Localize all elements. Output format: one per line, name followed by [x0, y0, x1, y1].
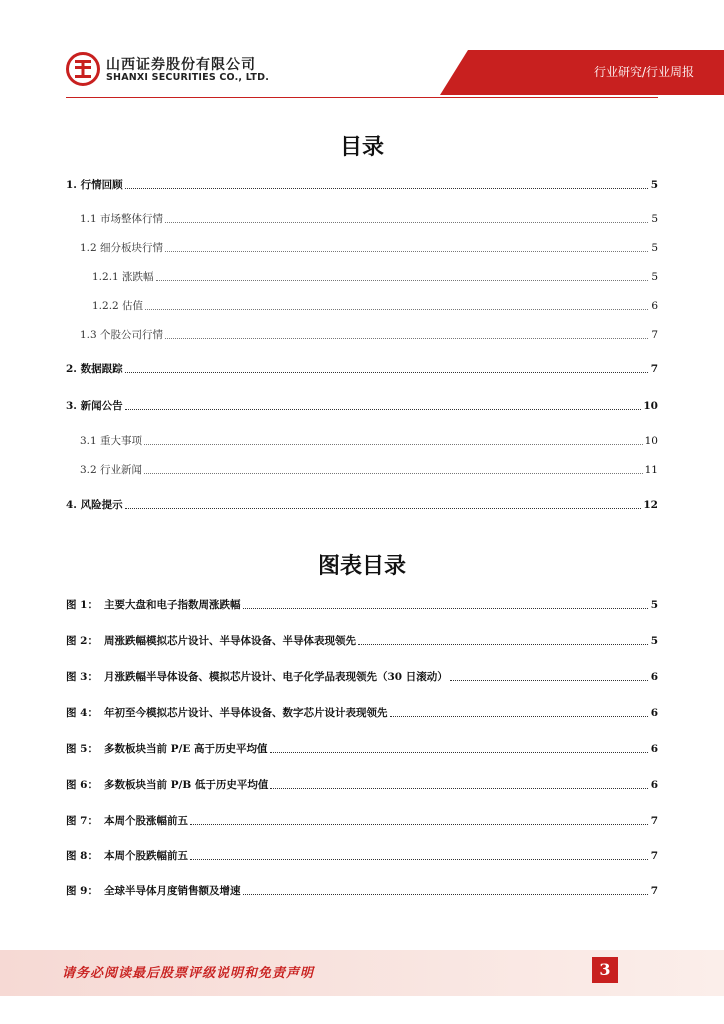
toc-leader [390, 716, 649, 717]
figure-label: 主要大盘和电子指数周涨跌幅 [104, 599, 241, 611]
toc-entry[interactable] [80, 461, 658, 477]
figures-title: 图表目录 [317, 554, 406, 579]
toc-leader [165, 251, 648, 252]
toc-entry-label: 2. 数据跟踪 [66, 363, 123, 375]
figure-entry[interactable] [66, 596, 658, 612]
figure-entry[interactable] [66, 882, 658, 898]
toc-leader [243, 894, 649, 895]
toc-leader [125, 409, 642, 410]
figure-label: 本周个股涨幅前五 [104, 815, 188, 827]
figure-number: 图 8： [66, 850, 98, 862]
toc-leader [125, 372, 648, 373]
figure-label: 月涨跌幅半导体设备、模拟芯片设计、电子化学品表现领先（30 日滚动） [104, 671, 448, 683]
toc-entry[interactable] [92, 268, 658, 284]
toc-entry[interactable] [80, 210, 658, 226]
figure-entry[interactable] [66, 704, 658, 720]
toc-leader [243, 608, 649, 609]
figure-entry[interactable] [66, 740, 658, 756]
toc-leader [144, 444, 643, 445]
footer-disclaimer: 请务必阅读最后股票评级说明和免责声明 [62, 966, 315, 981]
figure-page: 6 [650, 779, 658, 791]
figure-label: 年初至今模拟芯片设计、半导体设备、数字芯片设计表现领先 [104, 707, 388, 719]
figure-entry[interactable] [66, 776, 658, 792]
toc-entry[interactable] [66, 176, 658, 192]
shanxi-securities-logo [66, 52, 100, 86]
toc-entry-page: 6 [651, 300, 658, 312]
toc-entry-page: 5 [651, 213, 658, 225]
toc-entry-page: 7 [651, 329, 658, 341]
toc-leader [156, 280, 648, 281]
toc-entry-page: 10 [644, 435, 658, 447]
figure-label: 全球半导体月度销售额及增速 [104, 885, 241, 897]
toc-leader [270, 788, 648, 789]
toc-entry[interactable] [80, 239, 658, 255]
figure-page: 5 [650, 635, 658, 647]
toc-entry-label: 3.2 行业新闻 [80, 464, 143, 476]
figure-page: 7 [650, 885, 658, 897]
figure-number: 图 5： [66, 743, 98, 755]
toc-entry-label: 1.2 细分板块行情 [80, 242, 164, 254]
figure-label: 周涨跌幅模拟芯片设计、半导体设备、半导体表现领先 [104, 635, 356, 647]
figure-label: 多数板块当前 P/B 低于历史平均值 [104, 779, 269, 791]
company-name-cn: 山西证券股份有限公司 [106, 57, 256, 73]
page-header [0, 0, 724, 110]
toc-entry-label: 3. 新闻公告 [66, 400, 123, 412]
toc-entry-label: 1. 行情回顾 [66, 179, 123, 191]
toc-entry-page: 5 [650, 179, 658, 191]
toc-leader [125, 188, 648, 189]
figure-number: 图 3： [66, 671, 98, 683]
figure-page: 5 [650, 599, 658, 611]
company-name-en: SHANXI SECURITIES CO., LTD. [106, 72, 270, 83]
toc-leader [450, 680, 648, 681]
toc-entry-page: 10 [643, 400, 658, 412]
toc-entry-page: 11 [644, 464, 658, 476]
header-divider [66, 97, 658, 98]
figure-page: 7 [650, 815, 658, 827]
toc-entry-label: 4. 风险提示 [66, 499, 123, 511]
toc-entry[interactable] [92, 297, 658, 313]
toc-entry-label: 1.2.2 估值 [92, 300, 144, 312]
toc-leader [358, 644, 648, 645]
toc-entry[interactable] [66, 360, 658, 376]
toc-entry-page: 5 [651, 271, 658, 283]
figure-number: 图 4： [66, 707, 98, 719]
toc-leader [125, 508, 642, 509]
figure-page: 6 [650, 743, 658, 755]
toc-entry[interactable] [80, 432, 658, 448]
figure-label: 多数板块当前 P/E 高于历史平均值 [104, 743, 268, 755]
figure-number: 图 6： [66, 779, 98, 791]
figure-entry[interactable] [66, 812, 658, 828]
toc-leader [144, 473, 643, 474]
toc-entry-label: 1.1 市场整体行情 [80, 213, 164, 225]
toc-entry-label: 1.3 个股公司行情 [80, 329, 164, 341]
figure-entry[interactable] [66, 632, 658, 648]
figure-number: 图 1： [66, 599, 98, 611]
toc-entry-page: 7 [650, 363, 658, 375]
toc-entry[interactable] [66, 496, 658, 512]
figure-label: 本周个股跌幅前五 [104, 850, 188, 862]
figure-entry[interactable] [66, 668, 658, 684]
figure-number: 图 7： [66, 815, 98, 827]
figure-page: 7 [650, 850, 658, 862]
toc-leader [270, 752, 648, 753]
figure-entry[interactable] [66, 847, 658, 863]
figure-number: 图 2： [66, 635, 98, 647]
figure-number: 图 9： [66, 885, 98, 897]
toc-entry-page: 5 [651, 242, 658, 254]
toc-entry[interactable] [66, 397, 658, 413]
toc-leader [165, 222, 648, 223]
page-number: 3 [592, 957, 618, 983]
figure-page: 6 [650, 671, 658, 683]
toc-entry-page: 12 [643, 499, 658, 511]
toc-entry[interactable] [80, 326, 658, 342]
toc-title: 目录 [339, 135, 384, 160]
toc-leader [165, 338, 648, 339]
toc-leader [190, 859, 648, 860]
figure-page: 6 [650, 707, 658, 719]
toc-leader [190, 824, 648, 825]
report-type: 行业研究/行业周报 [593, 65, 694, 79]
toc-entry-label: 3.1 重大事项 [80, 435, 143, 447]
toc-entry-label: 1.2.1 涨跌幅 [92, 271, 154, 283]
toc-leader [145, 309, 648, 310]
